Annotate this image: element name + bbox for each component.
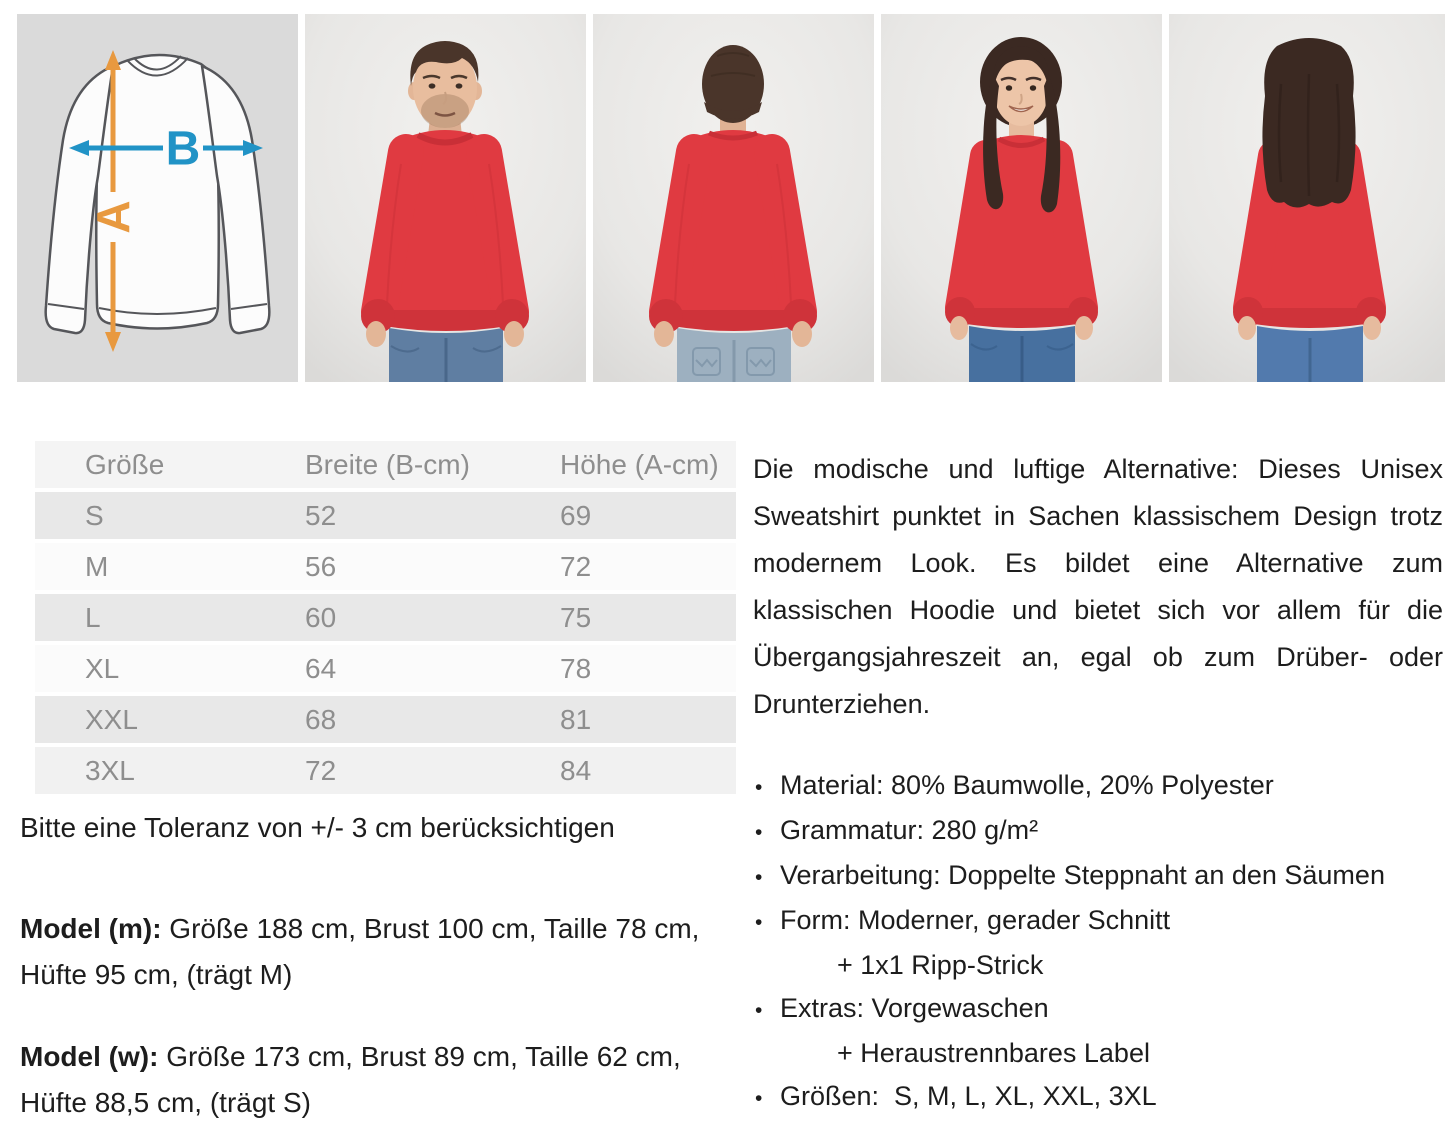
size-table-header: Größe [85,448,165,480]
table-row [35,594,736,641]
male-back-illustration [593,14,874,382]
female-model-front-photo[interactable] [881,14,1162,382]
width-cell: 68 [305,703,337,735]
feature-text: + 1x1 Ripp-Strick [837,950,1044,980]
female-model-back-photo[interactable] [1169,14,1445,382]
size-cell: XXL [85,703,138,735]
sweatshirt-measure-diagram [17,14,298,382]
size-cell: XL [85,652,120,684]
list-item-continuation [753,1032,1443,1075]
tolerance-note: Bitte eine Toleranz von +/- 3 cm berücksichtigen [20,812,615,843]
list-item-continuation [753,944,1443,987]
size-cell: L [85,601,101,633]
male-model-front-photo[interactable] [305,14,586,382]
width-cell: 60 [305,601,337,633]
feature-text: Material: 80% Baumwolle, 20% Polyester [780,770,1274,800]
bullet-icon: • [755,821,763,844]
width-cell: 56 [305,550,337,582]
width-cell: 52 [305,499,337,531]
model-w-label: Model (w): [20,1041,159,1072]
model-m-text: Größe 188 cm, Brust 100 cm, Taille 78 cm, Hüfte 95 cm, (trägt M) [20,913,700,990]
female-back-illustration [1169,14,1445,382]
table-row [35,696,736,743]
list-item [753,987,1443,1032]
male-front-illustration [305,14,586,382]
table-row [35,492,736,539]
product-description: Die modische und luftige Alternative: Dieses Unisex Sweatshirt punktet in Sachen klassischem Design trotz modernem Look. Es bildet eine Alternative zum klassischen Hoodie und bietet sich vor allem für die Übergangsjahreszeit an, egal ob zum Drüber- oder Drunterziehen. [753,454,1443,719]
size-table-header-row [35,441,736,488]
feature-text: Grammatur: 280 g/m² [780,815,1039,845]
list-item [753,809,1443,854]
size-cell: 3XL [85,754,135,786]
list-item [753,1075,1443,1120]
bullet-icon: • [755,999,763,1022]
bullet-icon: • [755,1087,763,1110]
feature-list [753,764,1443,1120]
model-w-info [20,1034,728,1126]
table-row [35,543,736,590]
width-cell: 72 [305,754,337,786]
width-cell: 64 [305,652,337,684]
feature-text: Verarbeitung: Doppelte Steppnaht an den Säumen [780,860,1385,890]
female-front-illustration [881,14,1162,382]
height-cell: 69 [560,499,592,531]
feature-text: Extras: Vorgewaschen [780,993,1049,1023]
bullet-icon: • [755,866,763,889]
list-item [753,764,1443,809]
model-m-info [20,906,728,998]
list-item [753,854,1443,899]
bullet-icon: • [755,776,763,799]
size-diagram-image[interactable] [17,14,298,382]
model-w-text: Größe 173 cm, Brust 89 cm, Taille 62 cm, Hüfte 88,5 cm, (trägt S) [20,1041,681,1118]
height-cell: 72 [560,550,592,582]
table-row [35,645,736,692]
size-table-header: Höhe (A-cm) [560,448,719,480]
height-cell: 84 [560,754,592,786]
measure-label-b: B [165,122,201,176]
height-cell: 81 [560,703,592,735]
list-item [753,899,1443,944]
feature-text: + Heraustrennbares Label [837,1038,1150,1068]
table-row [35,747,736,794]
product-image-gallery [17,14,1445,382]
model-m-label: Model (m): [20,913,162,944]
height-cell: 78 [560,652,592,684]
size-table [35,441,736,798]
size-cell: M [85,550,109,582]
measure-label-a: A [87,200,139,234]
feature-text: Form: Moderner, gerader Schnitt [780,905,1171,935]
size-cell: S [85,499,104,531]
male-model-back-photo[interactable] [593,14,874,382]
bullet-icon: • [755,911,763,934]
size-table-header: Breite (B-cm) [305,448,470,480]
product-details [753,446,1443,1120]
height-cell: 75 [560,601,592,633]
feature-text: Größen: S, M, L, XL, XXL, 3XL [780,1081,1157,1111]
